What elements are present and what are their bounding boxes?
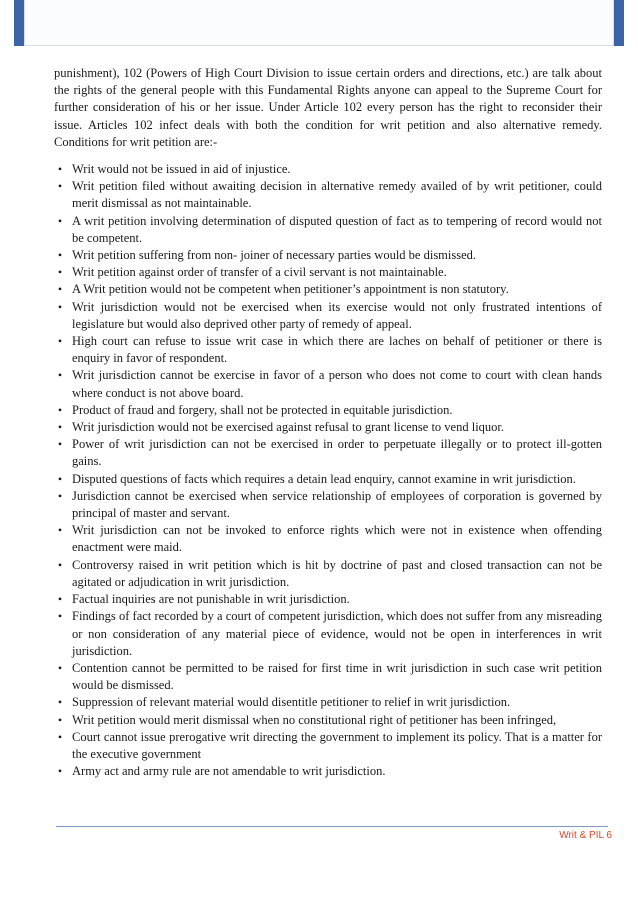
bullet-dot-icon: • xyxy=(57,265,63,280)
list-item xyxy=(54,471,602,488)
header-bar-panel xyxy=(24,0,614,46)
bullet-dot-icon: • xyxy=(57,282,63,297)
bullet-dot-icon: • xyxy=(57,179,63,194)
bullet-dot-icon: • xyxy=(57,368,63,383)
bullet-dot-icon: • xyxy=(57,660,63,675)
list-item-text: A Writ petition would not be competent when petitioner’s appointment is non statutory. xyxy=(72,282,509,297)
list-item-text: Writ would not be issued in aid of injustice. xyxy=(72,162,291,177)
list-item-text: Contention cannot be permitted to be raised for first time in writ jurisdiction in such case writ petition would be dismissed. xyxy=(72,660,602,693)
intro-paragraph: punishment), 102 (Powers of High Court Division to issue certain orders and directions, etc.) are talk about the rights of the general people with this Fundamental Rights anyone can appeal to the Supreme Court for further consideration of his or her issue. Under Article 102 every person has the right to reconsider their issue. Articles 102 infect deals with both the condition for writ petition and also alternative remedy. Conditions for writ petition are:- xyxy=(54,66,602,149)
list-item xyxy=(54,299,602,333)
list-item xyxy=(54,264,602,281)
list-item xyxy=(54,333,602,367)
list-item-text: Disputed questions of facts which requires a detain lead enquiry, cannot examine in writ jurisdiction. xyxy=(72,471,576,486)
list-item-text: Findings of fact recorded by a court of competent jurisdiction, which does not suffer from any misreading or non consideration of any material piece of evidence, would not be open in interferences in writ jurisdiction. xyxy=(72,609,602,658)
list-item xyxy=(54,763,602,780)
page-body xyxy=(54,65,602,780)
bullet-dot-icon: • xyxy=(57,402,63,417)
list-item xyxy=(54,522,602,556)
bullet-dot-icon: • xyxy=(57,523,63,538)
list-item xyxy=(54,557,602,591)
list-item-text: Controversy raised in writ petition which is hit by doctrine of past and closed transaction can not be agitated or adjudication in writ jurisdiction. xyxy=(72,557,602,589)
bullet-dot-icon: • xyxy=(57,695,63,710)
list-item-text: Jurisdiction cannot be exercised when service relationship of employees of corporation is governed by principal of master and servant. xyxy=(72,488,602,521)
list-item-text: Product of fraud and forgery, shall not be protected in equitable jurisdiction. xyxy=(72,402,453,417)
list-item-text: Power of writ jurisdiction can not be exercised in order to perpetuate illegally or to protect ill-gotten gains. xyxy=(72,437,602,469)
header-bar-right-tab xyxy=(614,0,624,46)
bullet-dot-icon: • xyxy=(57,213,63,228)
bullet-dot-icon: • xyxy=(57,471,63,486)
footer-page-label: Writ & PIL 6 xyxy=(559,830,612,841)
bullet-dot-icon: • xyxy=(57,420,63,435)
list-item xyxy=(54,436,602,470)
bullet-dot-icon: • xyxy=(57,248,63,263)
bullet-dot-icon: • xyxy=(57,712,63,727)
footer-divider xyxy=(56,826,608,827)
list-item-text: Writ petition would merit dismissal when no constitutional right of petitioner has been infringed, xyxy=(72,712,557,727)
list-item-text: Writ petition suffering from non- joiner of necessary parties would be dismissed. xyxy=(72,248,477,263)
list-item xyxy=(54,591,602,608)
list-item-text: Factual inquiries are not punishable in writ jurisdiction. xyxy=(72,592,350,607)
list-item-text: Writ jurisdiction would not be exercised against refusal to grant license to vend liquor. xyxy=(72,420,505,435)
list-item-text: High court can refuse to issue writ case in which there are laches on behalf of petitioner or there is enquiry in favor of respondent. xyxy=(72,334,602,366)
list-item-text: Writ jurisdiction cannot be exercise in favor of a person who does not come to court with clean hands where conduct is not above board. xyxy=(72,368,602,400)
list-item xyxy=(54,488,602,522)
bullet-dot-icon: • xyxy=(57,299,63,314)
page-header-bar xyxy=(14,0,624,46)
bullet-dot-icon: • xyxy=(57,162,63,177)
header-bar-left-tab xyxy=(14,0,24,46)
list-item xyxy=(54,367,602,401)
list-item-text: A writ petition involving determination of disputed question of fact as to tempering of record would not be competent. xyxy=(72,213,602,245)
list-item xyxy=(54,161,602,178)
list-item xyxy=(54,729,602,763)
list-item xyxy=(54,178,602,212)
list-item xyxy=(54,608,602,660)
bullet-dot-icon: • xyxy=(57,764,63,779)
list-item-text: Suppression of relevant material would disentitle petitioner to relief in writ jurisdiction. xyxy=(72,695,511,710)
bullet-dot-icon: • xyxy=(57,488,63,503)
list-item xyxy=(54,660,602,694)
list-item-text: Army act and army rule are not amendable to writ jurisdiction. xyxy=(72,764,386,779)
list-item xyxy=(54,402,602,419)
bullet-dot-icon: • xyxy=(57,557,63,572)
bullet-dot-icon: • xyxy=(57,334,63,349)
list-item xyxy=(54,712,602,729)
list-item xyxy=(54,281,602,298)
bullet-dot-icon: • xyxy=(57,609,63,624)
list-item-text: Writ jurisdiction would not be exercised when its exercise would not only frustrated intentions of legislature but would also deprived other party of remedy of appeal. xyxy=(72,299,602,331)
list-item xyxy=(54,419,602,436)
list-item-text: Writ petition filed without awaiting decision in alternative remedy availed of by writ petitioner, could merit dismissal as not maintainable. xyxy=(72,179,602,211)
bullet-dot-icon: • xyxy=(57,592,63,607)
conditions-list xyxy=(54,161,602,780)
bullet-dot-icon: • xyxy=(57,729,63,744)
list-item-text: Writ petition against order of transfer of a civil servant is not maintainable. xyxy=(72,265,447,280)
list-item xyxy=(54,213,602,247)
list-item xyxy=(54,694,602,711)
list-item-text: Court cannot issue prerogative writ directing the government to implement its policy. That is a matter for the executive government xyxy=(72,729,602,761)
list-item xyxy=(54,247,602,264)
list-item-text: Writ jurisdiction can not be invoked to enforce rights which were not in existence when offending enactment were maid. xyxy=(72,523,602,555)
bullet-dot-icon: • xyxy=(57,437,63,452)
